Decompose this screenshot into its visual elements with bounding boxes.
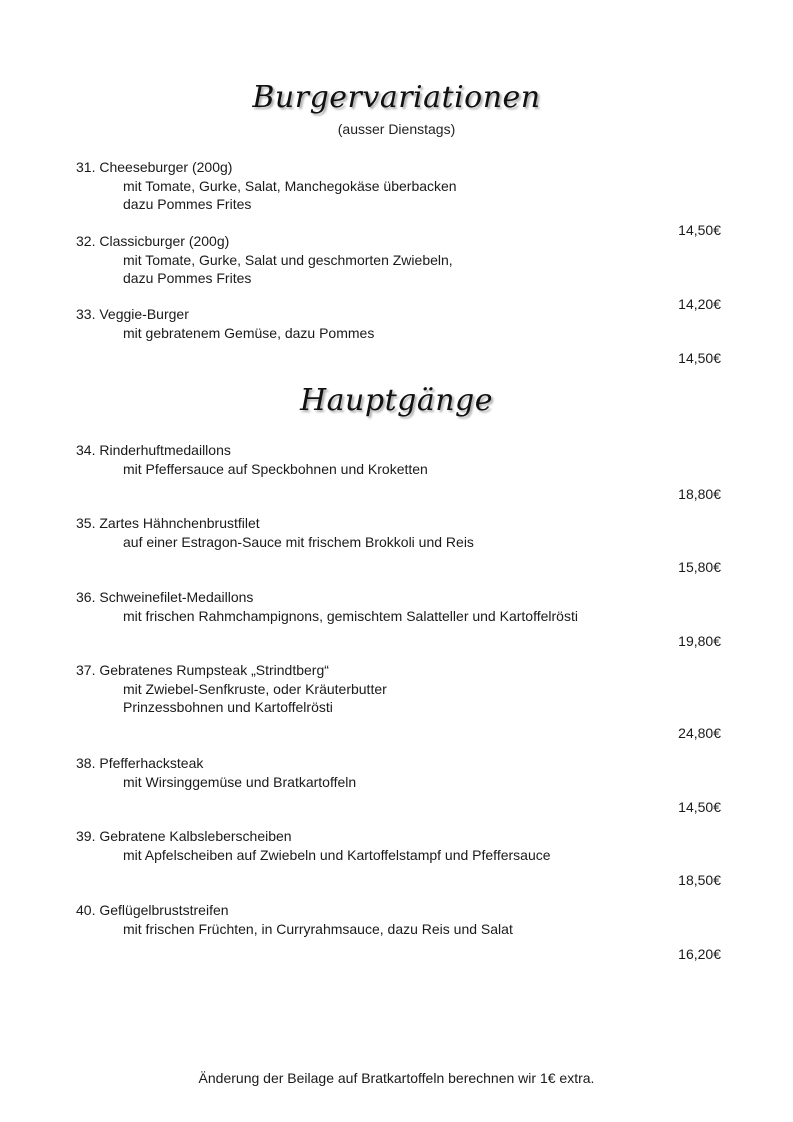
item-price: 19,80€: [678, 633, 721, 649]
item-title: 31. Cheeseburger (200g): [76, 159, 233, 175]
item-title: 38. Pfefferhacksteak: [76, 755, 204, 771]
menu-item-35: [76, 514, 721, 577]
item-price: 18,80€: [678, 486, 721, 502]
item-desc-line: Prinzessbohnen und Kartoffelrösti: [123, 699, 333, 715]
menu-item-39: [76, 827, 721, 890]
item-title: 40. Geflügelbruststreifen: [76, 902, 229, 918]
item-desc-line: dazu Pommes Frites: [123, 270, 252, 286]
item-desc-line: mit Zwiebel-Senfkruste, oder Kräuterbutter: [123, 680, 387, 697]
menu-item-38: [76, 754, 721, 817]
item-desc-line: mit frischen Früchten, in Curryrahmsauce, dazu Reis und Salat: [123, 920, 513, 937]
footer-note: Änderung der Beilage auf Bratkartoffeln berechnen wir 1€ extra.: [198, 1070, 595, 1086]
item-price: 15,80€: [678, 559, 721, 575]
menu-item-36: [76, 588, 721, 651]
item-desc-line: mit Pfeffersauce auf Speckbohnen und Kroketten: [123, 460, 428, 477]
item-title: 34. Rinderhuftmedaillons: [76, 442, 231, 458]
menu-item-32: [76, 232, 721, 313]
item-desc-line: mit frischen Rahmchampignons, gemischtem Salatteller und Kartoffelrösti: [123, 607, 578, 624]
item-desc-line: mit Apfelscheiben auf Zwiebeln und Kartoffelstampf und Pfeffersauce: [123, 846, 551, 863]
menu-item-33: [76, 305, 721, 368]
item-desc-line: mit Tomate, Gurke, Salat, Manchegokäse überbacken: [123, 177, 457, 194]
item-price: 14,50€: [678, 350, 721, 366]
item-title: 35. Zartes Hähnchenbrustfilet: [76, 515, 260, 531]
item-price: 14,50€: [678, 799, 721, 815]
item-price: 14,20€: [678, 295, 721, 312]
item-desc-line: mit Tomate, Gurke, Salat und geschmorten Zwiebeln,: [123, 251, 453, 268]
menu-item-37: [76, 661, 721, 742]
menu-item-40: [76, 901, 721, 964]
burger-subheading: (ausser Dienstags): [337, 121, 456, 137]
item-title: 32. Classicburger (200g): [76, 233, 230, 249]
item-price: 24,80€: [678, 724, 721, 741]
item-title: 37. Gebratenes Rumpsteak „Strindtberg“: [76, 662, 329, 678]
item-title: 33. Veggie-Burger: [76, 306, 189, 322]
burger-heading: Burgervariationen: [252, 80, 541, 115]
item-desc-line: mit gebratenem Gemüse, dazu Pommes: [123, 324, 375, 341]
item-desc-line: dazu Pommes Frites: [123, 196, 252, 212]
item-price: 14,50€: [678, 221, 721, 238]
item-title: 39. Gebratene Kalbsleberscheiben: [76, 828, 292, 844]
item-desc-line: mit Wirsinggemüse und Bratkartoffeln: [123, 773, 357, 790]
main-heading: Hauptgänge: [300, 383, 493, 418]
item-price: 16,20€: [678, 946, 721, 962]
item-desc-line: auf einer Estragon-Sauce mit frischem Brokkoli und Reis: [123, 533, 474, 550]
menu-item-34: [76, 441, 721, 504]
item-price: 18,50€: [678, 872, 721, 888]
menu-item-31: [76, 158, 721, 239]
item-title: 36. Schweinefilet-Medaillons: [76, 589, 254, 605]
